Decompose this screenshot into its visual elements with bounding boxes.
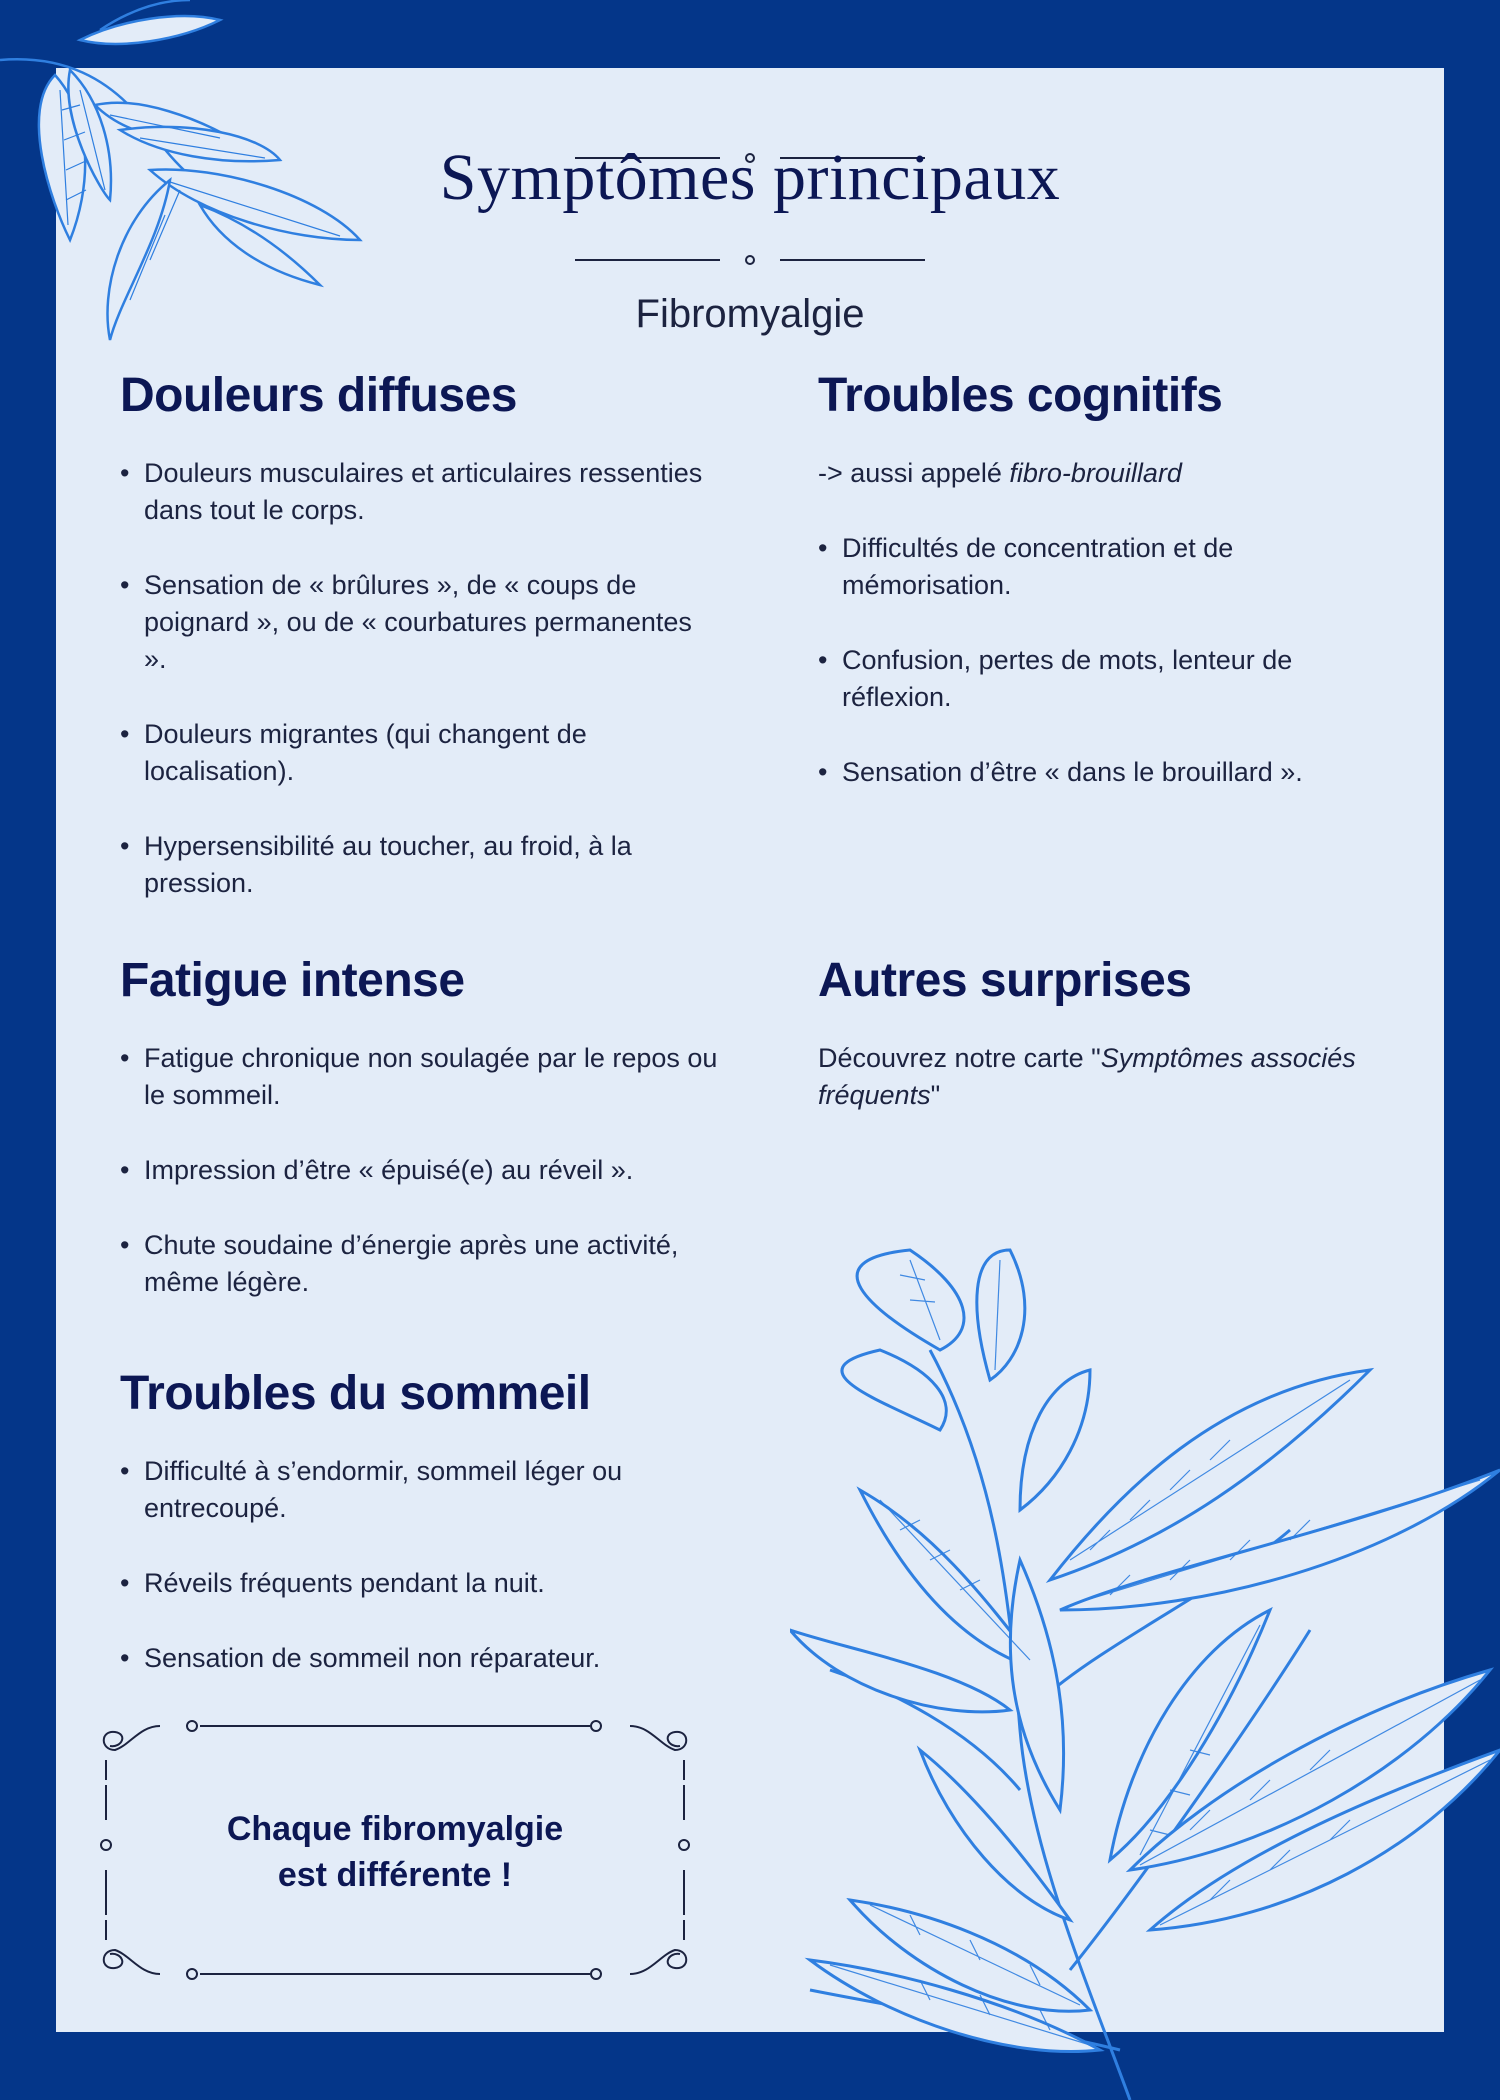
text-suffix: " xyxy=(930,1080,941,1110)
list-item: • Sensation de sommeil non réparateur. xyxy=(120,1640,720,1677)
page-title: Symptômes principaux xyxy=(439,141,1061,214)
leaf-branch-bottom-right-icon xyxy=(790,1230,1500,2100)
section-heading: Autres surprises xyxy=(818,954,1192,1007)
section-heading: Fatigue intense xyxy=(120,954,465,1007)
bullet-list xyxy=(818,530,1398,791)
callout-line-1: Chaque fibromyalgie xyxy=(226,1810,564,1848)
section-autres xyxy=(818,953,1358,1114)
bullet-list xyxy=(120,1453,720,1677)
page-title-wrap xyxy=(0,140,1500,216)
list-item: • Hypersensibilité au toucher, au froid, à la pression. xyxy=(120,828,720,902)
section-text xyxy=(818,1040,1358,1114)
list-item: • Douleurs migrantes (qui changent de localisation). xyxy=(120,716,720,790)
intro-prefix: -> aussi appelé xyxy=(818,458,1010,488)
list-item: • Confusion, pertes de mots, lenteur de réflexion. xyxy=(818,642,1398,716)
section-fatigue xyxy=(120,953,720,1339)
bullet-list xyxy=(120,1040,720,1301)
section-heading: Troubles cognitifs xyxy=(818,369,1223,422)
list-item: • Sensation d’être « dans le brouillard ». xyxy=(818,754,1398,791)
callout-box xyxy=(100,1720,690,1980)
section-heading: Troubles du sommeil xyxy=(120,1367,591,1420)
list-item: • Chute soudaine d’énergie après une activité, même légère. xyxy=(120,1227,720,1301)
section-heading: Douleurs diffuses xyxy=(120,369,517,422)
section-intro xyxy=(818,455,1398,492)
section-sommeil xyxy=(120,1366,720,1715)
text-prefix: Découvrez notre carte " xyxy=(818,1043,1101,1073)
callout-line-2: est différente ! xyxy=(277,1856,513,1894)
page-subtitle: Fibromyalgie xyxy=(635,292,865,336)
bullet-list xyxy=(120,455,720,902)
list-item: • Fatigue chronique non soulagée par le repos ou le sommeil. xyxy=(120,1040,720,1114)
intro-emphasis: fibro-brouillard xyxy=(1009,458,1182,488)
list-item: • Sensation de « brûlures », de « coups de poignard », ou de « courbatures permanentes ». xyxy=(120,567,720,678)
list-item: • Difficulté à s’endormir, sommeil léger ou entrecoupé. xyxy=(120,1453,720,1527)
list-item: • Impression d’être « épuisé(e) au réveil ». xyxy=(120,1152,720,1189)
section-douleurs xyxy=(120,368,720,940)
card-link-text: Symptômes associés fréquents xyxy=(818,1043,1356,1110)
list-item: • Réveils fréquents pendant la nuit. xyxy=(120,1565,720,1602)
list-item: • Difficultés de concentration et de mémorisation. xyxy=(818,530,1398,604)
list-item: • Douleurs musculaires et articulaires ressenties dans tout le corps. xyxy=(120,455,720,529)
section-cognitifs xyxy=(818,368,1398,829)
callout-text xyxy=(100,1806,690,1898)
